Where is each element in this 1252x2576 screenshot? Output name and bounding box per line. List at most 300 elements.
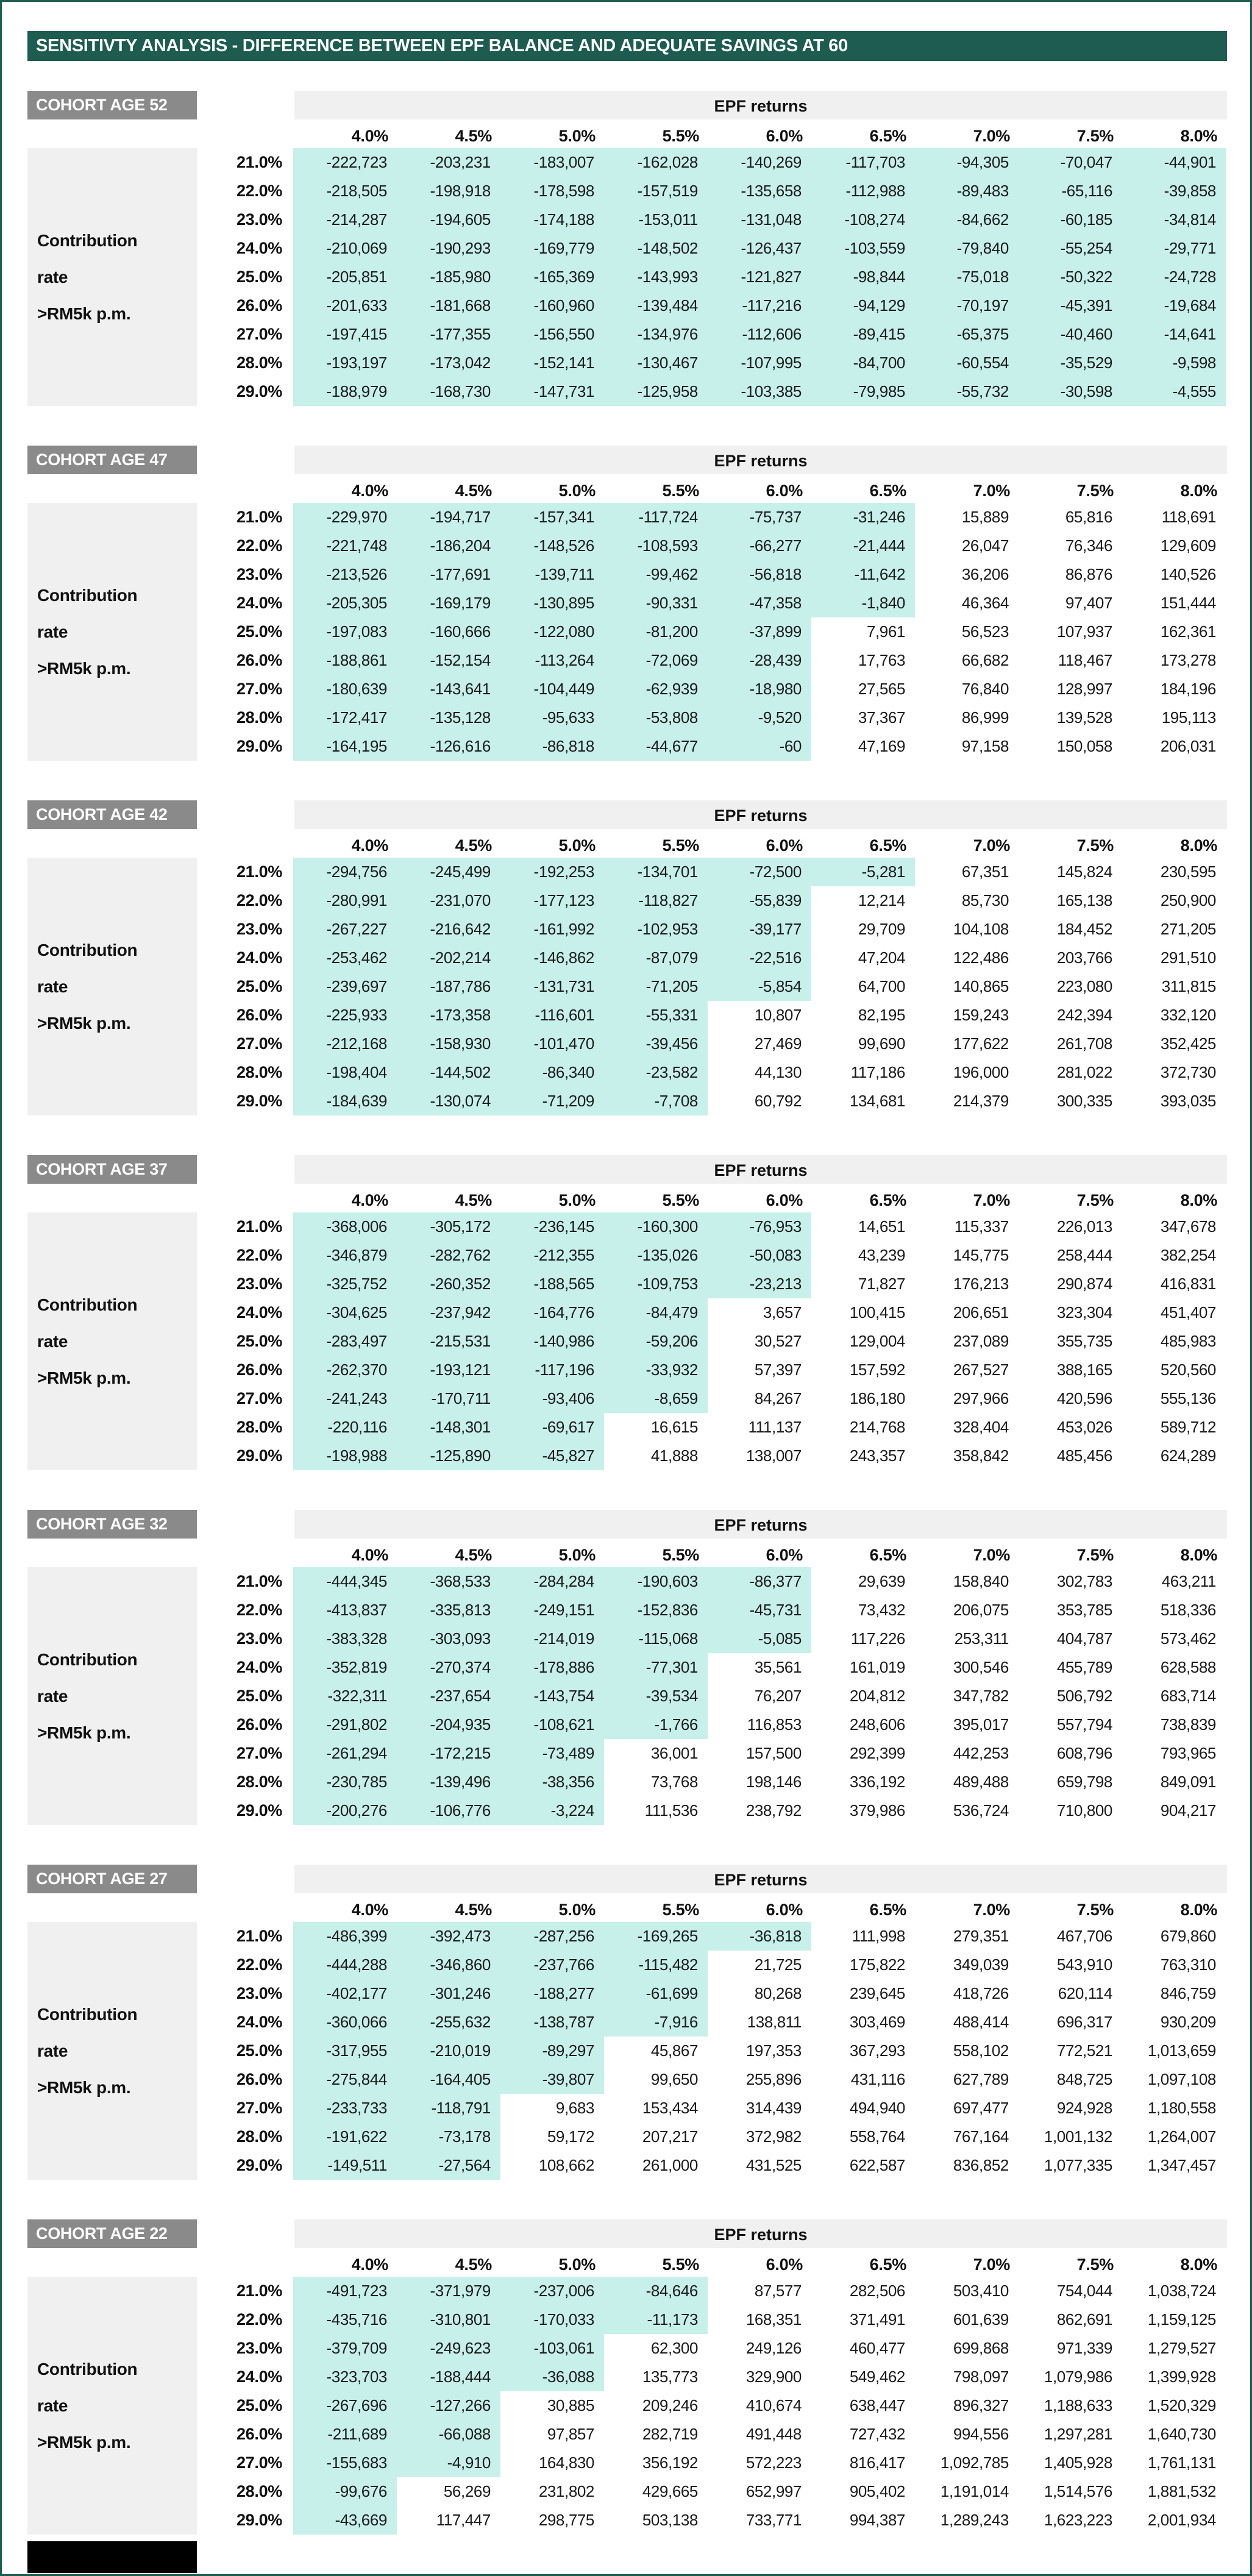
return-column-header: 7.0%	[973, 127, 1010, 145]
side-label-line: >RM5k p.m.	[37, 1368, 131, 1387]
epf-returns-header: EPF returns	[294, 446, 1227, 474]
value-cell: -9,598	[1122, 349, 1226, 377]
value-cell: -79,985	[811, 377, 915, 406]
value-cell: -304,625	[293, 1298, 397, 1327]
value-cell: -39,456	[604, 1030, 708, 1058]
return-column-header: 4.5%	[455, 1191, 492, 1209]
value-cell: -193,197	[293, 349, 397, 377]
value-cell: 763,310	[1160, 1955, 1216, 1974]
cohort-badge: COHORT AGE 42	[27, 800, 197, 829]
side-label-line: Contribution	[37, 940, 138, 959]
value-cell: 129,609	[1160, 536, 1216, 555]
value-cell: 175,822	[849, 1955, 905, 1974]
value-cell: 226,013	[1056, 1217, 1112, 1236]
value-cell: -210,019	[397, 2037, 500, 2065]
return-column-header: 6.5%	[869, 1901, 906, 1919]
value-cell: -188,565	[500, 1270, 604, 1298]
value-cell: 122,486	[953, 948, 1009, 967]
value-cell: -435,716	[293, 2305, 397, 2334]
value-cell: -55,254	[1019, 234, 1122, 263]
value-cell: -160,666	[397, 617, 500, 646]
value-cell: 71,827	[858, 1275, 905, 1293]
side-label-line: rate	[37, 2041, 68, 2060]
value-cell: 230,595	[1160, 863, 1216, 881]
value-cell: -169,779	[500, 234, 604, 263]
return-column-headers	[294, 1184, 1227, 1212]
value-cell: -325,752	[293, 1270, 397, 1298]
value-cell: 47,204	[858, 948, 905, 967]
value-cell: 733,771	[745, 2511, 802, 2529]
value-cell: 35,561	[754, 1658, 802, 1676]
value-cell: -186,204	[397, 532, 500, 560]
cohort-table	[197, 2277, 1227, 2535]
value-cell: -140,986	[500, 1327, 604, 1356]
value-cell: 558,764	[849, 2127, 905, 2146]
contribution-rate-side-label	[37, 932, 137, 1042]
return-column-header: 7.5%	[1076, 127, 1114, 145]
value-cell: -70,197	[915, 291, 1019, 320]
epf-returns-header: EPF returns	[294, 91, 1227, 119]
value-cell: 1,279,527	[1147, 2339, 1216, 2357]
value-cell: -62,939	[604, 675, 708, 703]
value-cell: 46,364	[961, 594, 1009, 612]
return-column-header: 6.0%	[766, 1901, 803, 1919]
value-cell: 214,768	[849, 1418, 905, 1436]
value-cell: -267,696	[293, 2391, 397, 2420]
value-cell: -47,358	[708, 589, 811, 617]
value-cell: 349,039	[953, 1955, 1009, 1974]
value-cell: 302,783	[1056, 1572, 1112, 1590]
contribution-rate-row-header: 22.0%	[236, 1246, 282, 1264]
value-cell: 485,983	[1160, 1332, 1216, 1350]
value-cell: -55,732	[915, 377, 1019, 406]
value-cell: -368,006	[293, 1212, 397, 1241]
value-cell: -44,677	[604, 732, 708, 761]
value-cell: -75,018	[915, 263, 1019, 291]
value-cell: -39,858	[1122, 177, 1226, 205]
value-cell: -45,827	[500, 1442, 604, 1470]
contribution-rate-row-header: 26.0%	[236, 2070, 282, 2088]
value-cell: 601,639	[953, 2310, 1009, 2329]
value-cell: 14,651	[858, 1217, 905, 1236]
value-cell: 186,180	[849, 1389, 905, 1407]
value-cell: 116,853	[747, 1715, 802, 1734]
value-cell: 161,019	[849, 1658, 905, 1676]
return-column-header: 8.0%	[1180, 482, 1217, 500]
value-cell: -162,028	[604, 148, 708, 177]
value-cell: -60,185	[1019, 205, 1122, 234]
value-cell: 622,587	[849, 2156, 905, 2174]
side-label-line: rate	[37, 1331, 68, 1351]
value-cell: -3,224	[500, 1796, 604, 1825]
side-label-line: >RM5k p.m.	[37, 2077, 131, 2097]
value-cell: -222,723	[293, 148, 397, 177]
contribution-rate-row-header: 27.0%	[236, 2099, 282, 2117]
side-label-line: rate	[37, 622, 68, 641]
value-cell: 418,726	[953, 1984, 1009, 2002]
contribution-rate-row-header: 21.0%	[236, 1927, 282, 1945]
value-cell: 699,868	[953, 2339, 1009, 2357]
return-column-header: 6.0%	[766, 836, 803, 855]
value-cell: 455,789	[1056, 1658, 1112, 1676]
contribution-rate-row-header: 27.0%	[236, 680, 282, 698]
value-cell: -164,405	[397, 2065, 500, 2094]
return-column-header: 5.0%	[558, 1901, 596, 1919]
value-cell: -70,047	[1019, 148, 1122, 177]
value-cell: -225,933	[293, 1001, 397, 1030]
value-cell: 258,444	[1056, 1246, 1112, 1264]
value-cell: -185,980	[397, 263, 500, 291]
value-cell: 848,725	[1056, 2070, 1112, 2088]
side-label-line: >RM5k p.m.	[37, 2432, 131, 2452]
cohort-table	[197, 1922, 1227, 2180]
value-cell: 624,289	[1160, 1446, 1216, 1465]
value-cell: -169,265	[604, 1922, 708, 1951]
value-cell: -194,717	[397, 503, 500, 532]
return-column-headers	[294, 1539, 1227, 1567]
value-cell: -107,995	[708, 349, 811, 377]
value-cell: -115,068	[604, 1624, 708, 1653]
value-cell: -156,550	[500, 320, 604, 349]
return-column-header: 4.5%	[455, 1901, 492, 1919]
value-cell: 314,439	[745, 2099, 802, 2117]
value-cell: 206,031	[1160, 737, 1216, 755]
value-cell: 451,407	[1160, 1303, 1216, 1322]
value-cell: -38,356	[500, 1768, 604, 1796]
return-column-header: 6.5%	[869, 127, 906, 145]
return-column-header: 4.0%	[351, 1901, 388, 1919]
value-cell: 404,787	[1056, 1629, 1112, 1648]
value-cell: 442,253	[953, 1744, 1009, 1762]
contribution-rate-row-header: 24.0%	[236, 2368, 282, 2386]
value-cell: -40,460	[1019, 320, 1122, 349]
return-column-headers	[294, 119, 1227, 148]
value-cell: 549,462	[849, 2368, 905, 2386]
value-cell: 214,379	[953, 1092, 1009, 1110]
value-cell: 1,289,243	[940, 2511, 1009, 2529]
value-cell: -89,415	[811, 320, 915, 349]
value-cell: 117,226	[850, 1629, 905, 1648]
return-column-header: 6.0%	[766, 482, 803, 500]
value-cell: -121,827	[708, 263, 811, 291]
value-cell: 162,361	[1160, 622, 1216, 641]
value-cell: -322,311	[293, 1682, 397, 1710]
value-cell: -75,737	[708, 503, 811, 532]
value-cell: 371,491	[849, 2310, 905, 2329]
cohort-badge: COHORT AGE 47	[27, 446, 197, 474]
value-cell: 56,523	[961, 622, 1009, 641]
value-cell: 1,264,007	[1147, 2127, 1216, 2146]
contribution-rate-row-header: 25.0%	[236, 977, 282, 995]
value-cell: -241,243	[293, 1384, 397, 1413]
value-cell: -153,011	[604, 205, 708, 234]
value-cell: -45,731	[708, 1596, 811, 1624]
contribution-rate-row-header: 27.0%	[236, 325, 282, 343]
value-cell: -113,264	[500, 646, 604, 675]
value-cell: 862,691	[1056, 2310, 1112, 2329]
value-cell: -8,659	[604, 1384, 708, 1413]
value-cell: 388,165	[1056, 1361, 1112, 1379]
value-cell: -220,116	[293, 1413, 397, 1442]
value-cell: -33,932	[604, 1356, 708, 1384]
value-cell: 905,402	[849, 2482, 905, 2500]
value-cell: -130,895	[500, 589, 604, 617]
return-column-header: 7.0%	[973, 836, 1010, 855]
value-cell: 1,297,281	[1044, 2425, 1112, 2443]
return-column-header: 4.0%	[351, 127, 388, 145]
value-cell: 367,293	[849, 2041, 905, 2060]
value-cell: 358,842	[953, 1446, 1009, 1465]
value-cell: -303,093	[397, 1624, 500, 1653]
value-cell: 43,239	[858, 1246, 905, 1264]
value-cell: 697,477	[953, 2099, 1009, 2117]
value-cell: 164,830	[538, 2453, 594, 2472]
contribution-rate-row-header: 25.0%	[236, 2041, 282, 2060]
value-cell: 82,195	[858, 1006, 905, 1024]
value-cell: 543,910	[1056, 1955, 1112, 1974]
value-cell: -99,462	[604, 560, 708, 589]
contribution-rate-row-header: 23.0%	[236, 565, 282, 583]
value-cell: 429,665	[642, 2482, 698, 2500]
value-cell: 372,730	[1160, 1063, 1216, 1081]
value-cell: -181,668	[397, 291, 500, 320]
value-cell: 1,013,659	[1147, 2041, 1216, 2060]
value-cell: -198,918	[397, 177, 500, 205]
value-cell: 503,410	[953, 2282, 1009, 2300]
value-cell: 151,444	[1160, 594, 1216, 612]
value-cell: -146,862	[500, 944, 604, 972]
value-cell: -130,074	[397, 1087, 500, 1115]
value-cell: -4,555	[1122, 377, 1226, 406]
value-cell: 347,678	[1160, 1217, 1216, 1236]
value-cell: 282,506	[849, 2282, 905, 2300]
value-cell: -282,762	[397, 1241, 500, 1270]
value-cell: -117,724	[604, 503, 708, 532]
value-cell: 47,169	[858, 737, 905, 755]
contribution-rate-row-header: 21.0%	[236, 863, 282, 881]
return-column-header: 6.5%	[869, 482, 906, 500]
value-cell: 111,536	[644, 1801, 698, 1820]
value-cell: -239,697	[293, 972, 397, 1001]
value-cell: 1,077,335	[1044, 2156, 1112, 2174]
value-cell: 231,802	[538, 2482, 594, 2500]
side-label-line: rate	[37, 1686, 68, 1706]
value-cell: 352,425	[1160, 1034, 1216, 1053]
value-cell: 261,000	[642, 2156, 698, 2174]
value-cell: -4,910	[397, 2449, 500, 2477]
value-cell: 431,116	[850, 2070, 905, 2088]
value-cell: -301,246	[397, 1979, 500, 2008]
return-column-header: 7.0%	[973, 1546, 1010, 1564]
value-cell: 1,097,108	[1147, 2070, 1216, 2088]
value-cell: 86,999	[961, 708, 1009, 727]
value-cell: 145,824	[1056, 863, 1112, 881]
value-cell: 1,191,014	[940, 2482, 1009, 2500]
cohort-section	[2, 800, 1252, 1115]
value-cell: -87,079	[604, 944, 708, 972]
value-cell: -117,196	[500, 1356, 604, 1384]
value-cell: 1,079,986	[1044, 2368, 1112, 2386]
value-cell: 243,357	[849, 1446, 905, 1465]
value-cell: -65,375	[915, 320, 1019, 349]
value-cell: -191,622	[293, 2122, 397, 2151]
value-cell: 463,211	[1161, 1572, 1216, 1590]
value-cell: -72,069	[604, 646, 708, 675]
contribution-rate-row-header: 28.0%	[236, 2127, 282, 2146]
value-cell: -86,818	[500, 732, 604, 761]
return-column-header: 7.5%	[1076, 1191, 1114, 1209]
value-cell: -214,287	[293, 205, 397, 234]
value-cell: -164,776	[500, 1298, 604, 1327]
value-cell: 158,840	[953, 1572, 1009, 1590]
contribution-rate-row-header: 29.0%	[236, 1446, 282, 1465]
value-cell: -50,322	[1019, 263, 1122, 291]
value-cell: 772,521	[1056, 2041, 1112, 2060]
value-cell: 177,622	[953, 1034, 1009, 1053]
value-cell: -126,437	[708, 234, 811, 263]
value-cell: -125,958	[604, 377, 708, 406]
contribution-rate-row-header: 21.0%	[236, 153, 282, 171]
value-cell: 223,080	[1056, 977, 1112, 995]
return-column-header: 6.5%	[869, 836, 906, 855]
value-cell: 139,528	[1056, 708, 1112, 727]
value-cell: 290,874	[1056, 1275, 1112, 1293]
return-column-header: 6.5%	[869, 2255, 906, 2274]
value-cell: -202,214	[397, 944, 500, 972]
value-cell: -212,168	[293, 1030, 397, 1058]
value-cell: 117,186	[850, 1063, 905, 1081]
value-cell: -174,188	[500, 205, 604, 234]
value-cell: 249,126	[745, 2339, 802, 2357]
value-cell: 135,773	[642, 2368, 698, 2386]
value-cell: 503,138	[642, 2511, 698, 2529]
cohort-badge: COHORT AGE 32	[27, 1510, 197, 1539]
value-cell: 203,766	[1056, 948, 1112, 967]
value-cell: 97,857	[547, 2425, 594, 2443]
value-cell: -55,331	[604, 1001, 708, 1030]
value-cell: -236,145	[500, 1212, 604, 1241]
value-cell: 494,940	[849, 2099, 905, 2117]
contribution-rate-side-box	[27, 148, 197, 406]
contribution-rate-side-box	[27, 1212, 197, 1470]
value-cell: -37,899	[708, 617, 811, 646]
value-cell: 329,900	[745, 2368, 802, 2386]
value-cell: -39,177	[708, 915, 811, 944]
value-cell: 261,708	[1056, 1034, 1112, 1053]
value-cell: 100,415	[849, 1303, 905, 1322]
contribution-rate-row-header: 26.0%	[236, 1715, 282, 1734]
value-cell: -197,083	[293, 617, 397, 646]
value-cell: 1,001,132	[1044, 2127, 1112, 2146]
value-cell: -368,533	[397, 1567, 500, 1596]
value-cell: -56,818	[708, 560, 811, 589]
value-cell: -233,733	[293, 2094, 397, 2122]
value-cell: 206,075	[953, 1601, 1009, 1619]
value-cell: -413,837	[293, 1596, 397, 1624]
value-cell: 242,394	[1056, 1006, 1112, 1024]
cohort-badge: COHORT AGE 37	[27, 1155, 197, 1184]
value-cell: -135,128	[397, 703, 500, 732]
contribution-rate-row-header: 25.0%	[236, 1687, 282, 1705]
contribution-rate-row-header: 24.0%	[236, 948, 282, 967]
value-cell: -310,801	[397, 2305, 500, 2334]
value-cell: 10,807	[754, 1006, 802, 1024]
value-cell: 506,792	[1056, 1687, 1112, 1705]
value-cell: 206,651	[953, 1303, 1009, 1322]
value-cell: 3,657	[763, 1303, 802, 1322]
contribution-rate-row-header: 22.0%	[236, 891, 282, 909]
value-cell: -188,861	[293, 646, 397, 675]
value-cell: -139,484	[604, 291, 708, 320]
value-cell: 1,514,576	[1044, 2482, 1112, 2500]
value-cell: -283,497	[293, 1327, 397, 1356]
value-cell: -89,297	[500, 2037, 604, 2065]
contribution-rate-row-header: 28.0%	[236, 1418, 282, 1436]
contribution-rate-side-box	[27, 2277, 197, 2535]
value-cell: -188,277	[500, 1979, 604, 2008]
contribution-rate-row-header: 21.0%	[236, 2282, 282, 2300]
value-cell: -130,467	[604, 349, 708, 377]
value-cell: 572,223	[745, 2453, 802, 2472]
value-cell: -379,709	[293, 2334, 397, 2363]
value-cell: -255,632	[397, 2008, 500, 2037]
value-cell: -160,300	[604, 1212, 708, 1241]
value-cell: -21,444	[811, 532, 915, 560]
contribution-rate-row-header: 28.0%	[236, 1773, 282, 1791]
value-cell: 1,761,131	[1147, 2453, 1216, 2472]
contribution-rate-row-header: 27.0%	[236, 1034, 282, 1053]
contribution-rate-side-box	[27, 1567, 197, 1825]
value-cell: 628,588	[1160, 1658, 1216, 1676]
value-cell: 1,623,223	[1044, 2511, 1112, 2529]
value-cell: -30,598	[1019, 377, 1122, 406]
value-cell: 518,336	[1160, 1601, 1216, 1619]
value-cell: 431,525	[745, 2156, 802, 2174]
value-cell: -11,642	[811, 560, 915, 589]
value-cell: 767,164	[953, 2127, 1009, 2146]
value-cell: 111,998	[852, 1927, 905, 1945]
value-cell: -172,417	[293, 703, 397, 732]
value-cell: 84,267	[754, 1389, 802, 1407]
value-cell: 198,146	[745, 1773, 802, 1791]
value-cell: -211,689	[293, 2420, 397, 2449]
value-cell: 239,645	[849, 1984, 905, 2002]
return-column-header: 4.5%	[455, 482, 492, 500]
value-cell: -204,935	[397, 1710, 500, 1739]
value-cell: -280,991	[293, 886, 397, 915]
value-cell: -102,953	[604, 915, 708, 944]
cohort-table	[197, 148, 1227, 406]
value-cell: 140,526	[1160, 565, 1216, 583]
side-label-line: Contribution	[37, 2004, 138, 2024]
return-column-header: 6.5%	[869, 1546, 906, 1564]
value-cell: -188,979	[293, 377, 397, 406]
value-cell: -76,953	[708, 1212, 811, 1241]
value-cell: -260,352	[397, 1270, 500, 1298]
value-cell: 197,353	[745, 2041, 802, 2060]
value-cell: -103,385	[708, 377, 811, 406]
value-cell: -173,358	[397, 1001, 500, 1030]
value-cell: 115,337	[954, 1217, 1009, 1236]
value-cell: 157,592	[849, 1361, 905, 1379]
value-cell: -44,901	[1122, 148, 1226, 177]
value-cell: 16,615	[650, 1418, 698, 1436]
value-cell: -31,246	[811, 503, 915, 532]
contribution-rate-row-header: 22.0%	[236, 182, 282, 200]
value-cell: -210,069	[293, 234, 397, 263]
value-cell: -36,088	[500, 2363, 604, 2391]
value-cell: -177,355	[397, 320, 500, 349]
